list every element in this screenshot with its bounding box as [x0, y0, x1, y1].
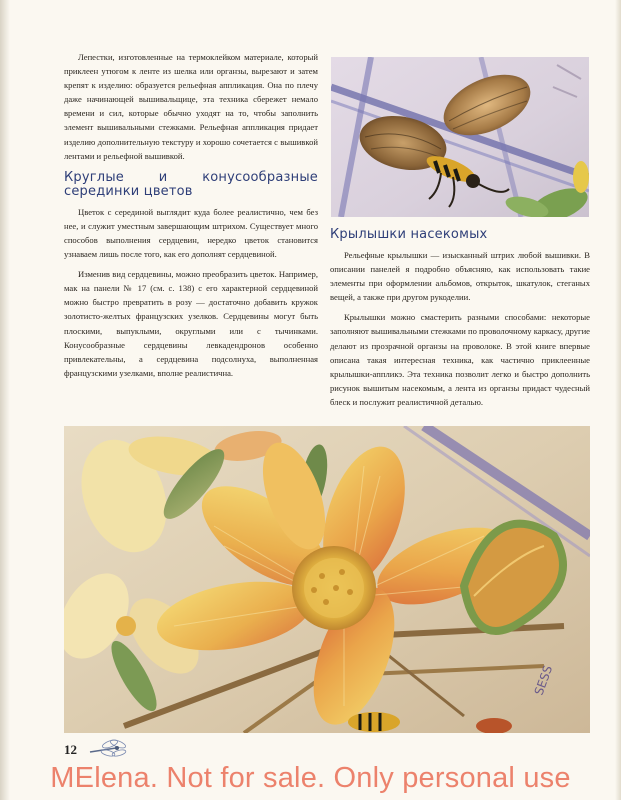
embroidered-bee-photo [331, 57, 589, 217]
section-heading-insect-wings: Крылышки насекомых [330, 227, 488, 242]
insect-wings-paragraph-1: Рельефные крылышки — изысканный штрих любой вышивки. В описании панелей я подробно объясняю, как использовать такие элементы при оформлении альбомов, открыток, шкатулок, стеганых вещей, а также при другом рукоделии. [330, 250, 590, 303]
flower-centers-paragraph-2: Изменив вид сердцевины, можно преобразить цветок. Например, мак на панели № 17 (см. с. 138) с его характерной сердцевиной можно быстро превратить в розу — достаточно добавить кружок золотисто-желтых французских узелков. Сердцевины могут быть плоскими, выпуклыми, округлыми или с тычинками. Конусообразные сердцевины левкадендронов особенно привлекательны, а сердцевина подсолнуха, выполненная французскими узелками, вполне реалистична. [64, 269, 318, 378]
watermark-text: MElena. Not for sale. Only personal use [50, 762, 571, 794]
insect-wings-paragraph-2: Крылышки можно смастерить разными способами: некоторые заполняют вышивальными стежками по проволочному каркасу, другие делают из прозрачной органзы на проволоке. В этой книге впервые описана такая интересная техника, как частично приклеенные крылышки-аппликэ. Эта техника позволит легко и быстро дополнить рисунок вышитым насекомым, а лента из органзы придаст чудесный блеск и послужит реалистичной деталью. [330, 312, 590, 407]
left-text-column [64, 50, 318, 380]
right-text-column [330, 228, 590, 409]
page-edge-shadow [615, 0, 621, 800]
embroidered-flower-photo [64, 426, 590, 733]
page-number: 12 [64, 742, 77, 757]
flower-centers-paragraph-1: Цветок с серединой выглядит куда более реалистично, чем без нее, и служит уместным завершающим штрихом. Существует много способов выполнения сердцевин, нередко цветок становится узнаваем лишь после того, как его дополнят сердцевиной. [64, 206, 318, 260]
intro-paragraph: Лепестки, изготовленные на термоклейком материале, который приклеен утюгом к ленте из шелка или органзы, вырезают и затем крепят к изделию: образуется рельефная аппликация. Она по плечу даже начинающей вышивальщице, эта техника сбережет немало времени и сил, которые обычно уходят на то, чтобы заполнить элемент вышивальными стежками. Рельефная аппликация придает изделию дополнительную текстуру и хорошо сочетается с вышивкой лентами и рельефной вышивкой. [64, 52, 318, 161]
page-gutter-shadow [0, 0, 10, 800]
section-heading-flower-centers: Круглые и конусообразные серединки цветов [64, 169, 318, 199]
svg-text:SESS: SESS [531, 663, 556, 698]
